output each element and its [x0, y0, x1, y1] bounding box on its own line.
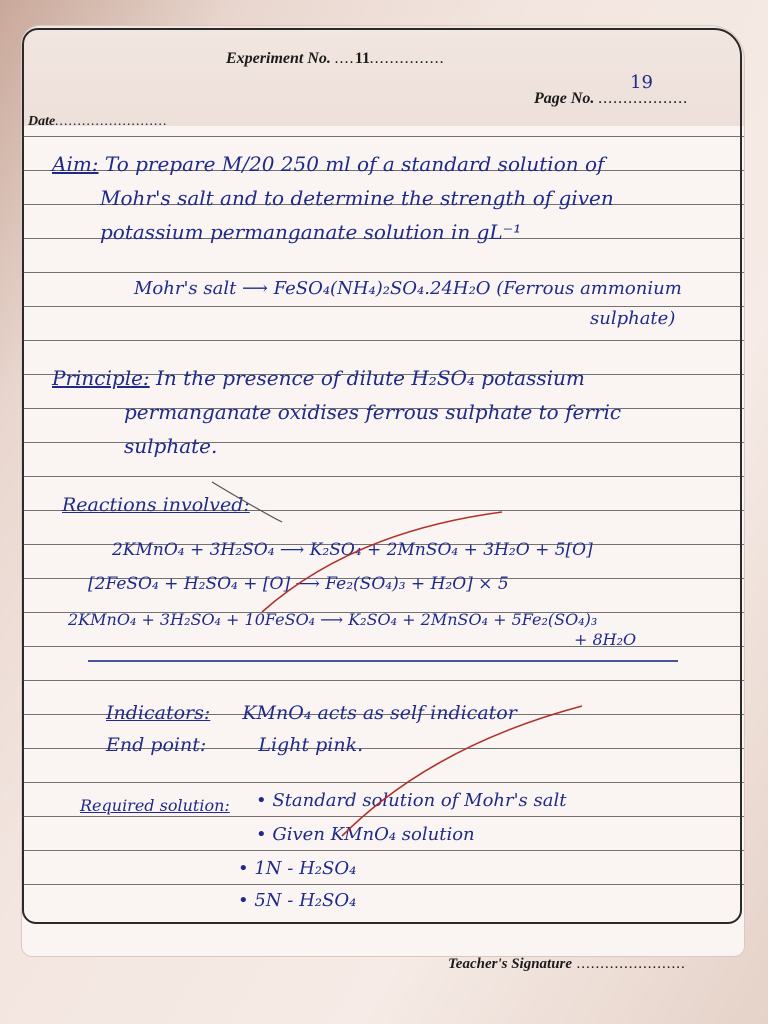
reaction-eq-3b: + 8H₂O — [574, 630, 637, 649]
principle-text-3: sulphate. — [124, 434, 218, 458]
bullet: • — [256, 824, 267, 845]
teacher-tick-mark-1 — [202, 472, 522, 622]
indicators-label: Indicators: — [106, 702, 211, 724]
teachers-signature: Teacher's Signature ....................... — [448, 956, 687, 972]
page-label: Page No. — [534, 90, 595, 107]
date-label: Date — [28, 114, 56, 129]
bullet: • — [238, 858, 249, 879]
required-item-3 — [238, 858, 356, 879]
reactions-label: Reactions involved: — [62, 494, 250, 516]
experiment-label: Experiment No. — [226, 50, 331, 67]
aim-line-1 — [52, 152, 604, 176]
experiment-no: Experiment No. ....11............... — [226, 50, 446, 67]
mohr-formula-2: sulphate) — [590, 308, 676, 329]
reaction-eq-3: 2KMnO₄ + 3H₂SO₄ + 10FeSO₄ ⟶ K₂SO₄ + 2MnSO₄ + 5Fe₂(SO₄)₃ — [68, 610, 598, 629]
principle-line-1 — [52, 366, 585, 390]
end-point-value: Light pink. — [258, 734, 364, 756]
signature-label: Teacher's Signature — [448, 956, 573, 972]
reaction-separator — [88, 660, 678, 662]
reaction-eq-1: 2KMnO₄ + 3H₂SO₄ ⟶ K₂SO₄ + 2MnSO₄ + 3H₂O + 5[O] — [112, 540, 593, 560]
principle-text-2: permanganate oxidises ferrous sulphate to ferric — [124, 400, 622, 424]
aim-text-2: Mohr's salt and to determine the strength of given — [100, 186, 614, 210]
required-item-4 — [238, 890, 356, 911]
indicators-value: KMnO₄ acts as self indicator — [242, 702, 517, 724]
principle-label: Principle: — [52, 366, 150, 390]
required-item-text-2: Given KMnO₄ solution — [272, 824, 475, 845]
bullet: • — [238, 890, 249, 911]
required-label: Required solution: — [80, 796, 230, 815]
principle-text-1: In the presence of dilute H₂SO₄ potassium — [156, 366, 585, 390]
required-item-text-3: 1N - H₂SO₄ — [254, 858, 357, 879]
required-item-text-4: 5N - H₂SO₄ — [254, 890, 357, 911]
aim-text-3: potassium permanganate solution in gL⁻¹ — [100, 220, 522, 244]
page-number-value: 19 — [630, 72, 653, 93]
reaction-eq-2: [2FeSO₄ + H₂SO₄ + [O] ⟶ Fe₂(SO₄)₃ + H₂O] × 5 — [88, 574, 509, 594]
bullet: • — [256, 790, 267, 811]
required-item-text-1: Standard solution of Mohr's salt — [272, 790, 567, 811]
experiment-value: 11 — [354, 50, 371, 67]
page-no: Page No. .................. — [534, 90, 689, 107]
date-field: Date......................... — [28, 114, 168, 129]
mohr-formula-1: Mohr's salt ⟶ FeSO₄(NH₄)₂SO₄.24H₂O (Ferrous ammonium — [134, 278, 682, 299]
notebook-page — [22, 26, 744, 956]
end-point-label: End point: — [106, 734, 207, 756]
aim-label: Aim: — [52, 152, 99, 176]
teacher-tick-mark-2 — [282, 686, 602, 846]
aim-text-1: To prepare M/20 250 ml of a standard solution of — [104, 152, 605, 176]
